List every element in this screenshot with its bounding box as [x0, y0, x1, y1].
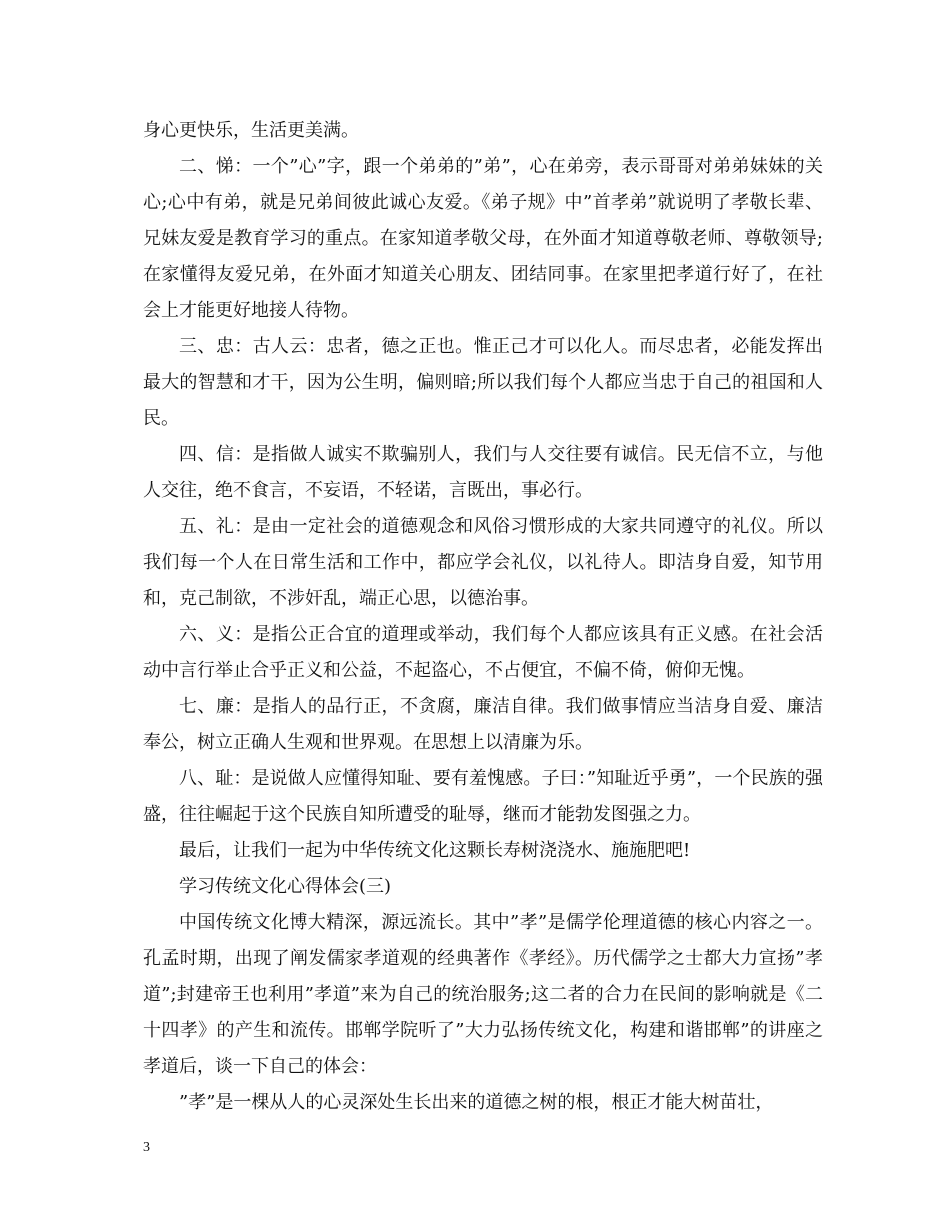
paragraph: 身心更快乐，生活更美满。 [143, 120, 359, 141]
page-number: 3 [143, 1140, 150, 1155]
document-body [143, 113, 823, 1121]
paragraph: 中国传统文化博大精深，源远流长。其中”孝”是儒学伦理道德的核心内容之一。孔孟时期，出现了阐发儒家孝道观的经典著作《孝经》。历代儒学之士都大力宣扬”孝道”;封建帝王也利用”孝道”来为自己的统治服务;这二者的合力在民间的影响就是《二十四孝》的产生和流传。邯郸学院听了”大力弘扬传统文化，构建和谐邯郸”的讲座之孝道后，谈一下自己的体会： [143, 912, 823, 1077]
paragraph: 五、礼：是由一定社会的道德观念和风俗习惯形成的大家共同遵守的礼仪。所以我们每一个人在日常生活和工作中，都应学会礼仪，以礼待人。即洁身自爱，知节用和，克己制欲，不涉奸乱，端正心思，以德治事。 [143, 516, 823, 609]
paragraph: 三、忠：古人云：忠者，德之正也。惟正己才可以化人。而尽忠者，必能发挥出最大的智慧和才干，因为公生明，偏则暗;所以我们每个人都应当忠于自己的祖国和人民。 [143, 336, 823, 429]
paragraph: 八、耻：是说做人应懂得知耻、要有羞愧感。子曰：”知耻近乎勇”，一个民族的强盛，往往崛起于这个民族自知所遭受的耻辱，继而才能勃发图强之力。 [143, 768, 823, 825]
paragraph: 最后，让我们一起为中华传统文化这颗长寿树浇浇水、施施肥吧! [179, 840, 691, 861]
paragraph: ”孝”是一棵从人的心灵深处生长出来的道德之树的根，根正才能大树苗壮， [179, 1092, 774, 1113]
paragraph: 七、廉：是指人的品行正，不贪腐，廉洁自律。我们做事情应当洁身自爱、廉洁奉公，树立正确人生观和世界观。在思想上以清廉为乐。 [143, 696, 823, 753]
section-heading: 学习传统文化心得体会(三) [179, 876, 392, 897]
paragraph: 二、悌：一个”心”字，跟一个弟弟的”弟”，心在弟旁，表示哥哥对弟弟妹妹的关心;心中有弟，就是兄弟间彼此诚心友爱。《弟子规》中”首孝弟”就说明了孝敬长辈、兄妹友爱是教育学习的重点。在家知道孝敬父母，在外面才知道尊敬老师、尊敬领导;在家懂得友爱兄弟，在外面才知道关心朋友、团结同事。在家里把孝道行好了，在社会上才能更好地接人待物。 [143, 156, 823, 321]
paragraph: 四、信：是指做人诚实不欺骗别人，我们与人交往要有诚信。民无信不立，与他人交往，绝不食言，不妄语，不轻诺，言既出，事必行。 [143, 444, 823, 501]
paragraph: 六、义：是指公正合宜的道理或举动，我们每个人都应该具有正义感。在社会活动中言行举止合乎正义和公益，不起盗心，不占便宜，不偏不倚，俯仰无愧。 [143, 624, 823, 681]
